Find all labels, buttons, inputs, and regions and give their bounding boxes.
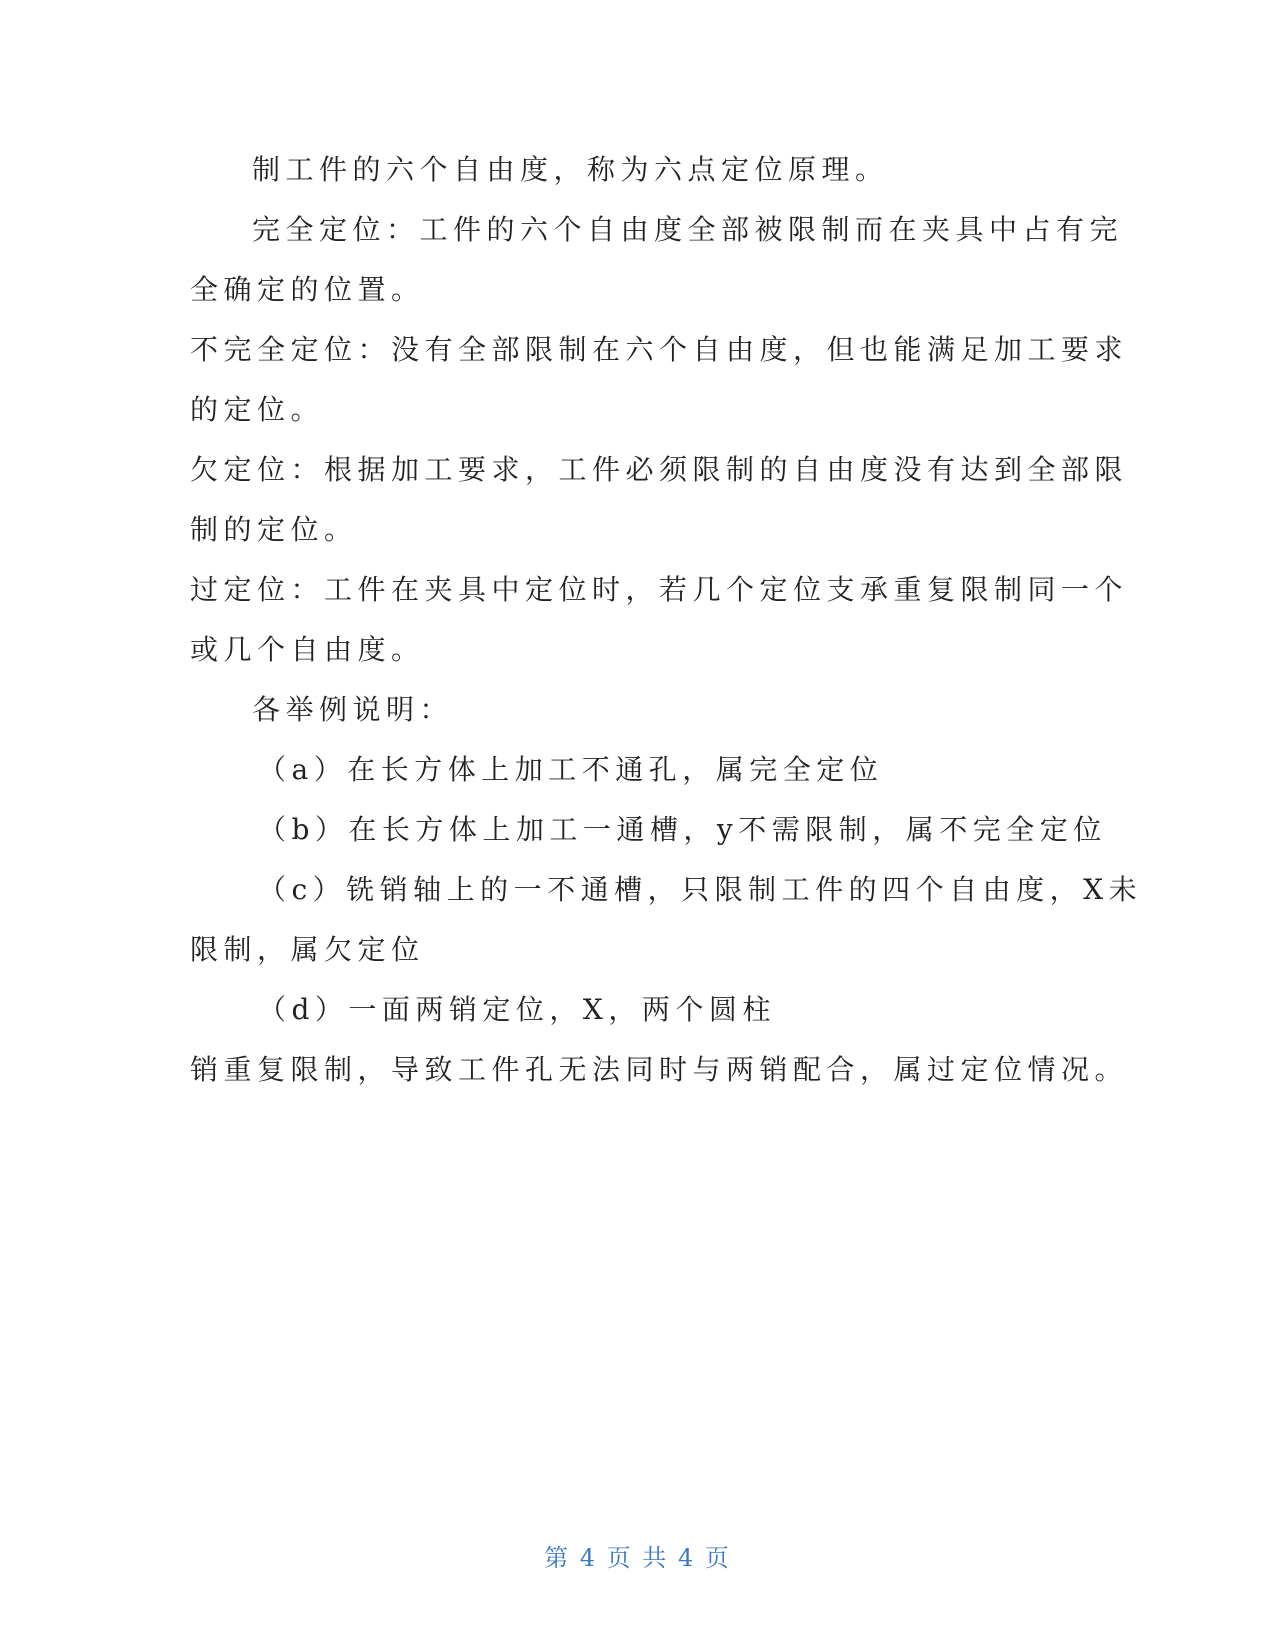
paragraph-line: 限制，属欠定位 — [190, 933, 425, 966]
paragraph-line: 过定位：工件在夹具中定位时，若几个定位支承重复限制同一个 — [190, 573, 1129, 606]
paragraph-line: 完全定位：工件的六个自由度全部被限制而在夹具中占有完 — [252, 213, 1124, 246]
page-number: 第 4 页 共 4 页 — [544, 1544, 731, 1572]
list-item: （c）铣销轴上的一不通槽，只限制工件的四个自由度，X未 — [258, 873, 1143, 906]
paragraph-line: 销重复限制，导致工件孔无法同时与两销配合，属过定位情况。 — [190, 1053, 1129, 1086]
paragraph-line: 制的定位。 — [190, 513, 358, 546]
paragraph-line: 全确定的位置。 — [190, 273, 425, 306]
document-body — [190, 140, 1143, 1100]
paragraph-line: 或几个自由度。 — [190, 633, 425, 666]
paragraph-line: 各举例说明： — [252, 693, 454, 726]
paragraph-line: 制工件的六个自由度，称为六点定位原理。 — [252, 153, 889, 186]
list-item: （d）一面两销定位，X，两个圆柱 — [258, 993, 776, 1026]
paragraph-line: 的定位。 — [190, 393, 325, 426]
list-item: （b）在长方体上加工一通槽，y不需限制，属不完全定位 — [258, 813, 1107, 846]
list-item: （a）在长方体上加工不通孔，属完全定位 — [258, 753, 884, 786]
paragraph-line: 欠定位：根据加工要求，工件必须限制的自由度没有达到全部限 — [190, 453, 1129, 486]
paragraph-line: 不完全定位：没有全部限制在六个自由度，但也能满足加工要求 — [190, 333, 1129, 366]
